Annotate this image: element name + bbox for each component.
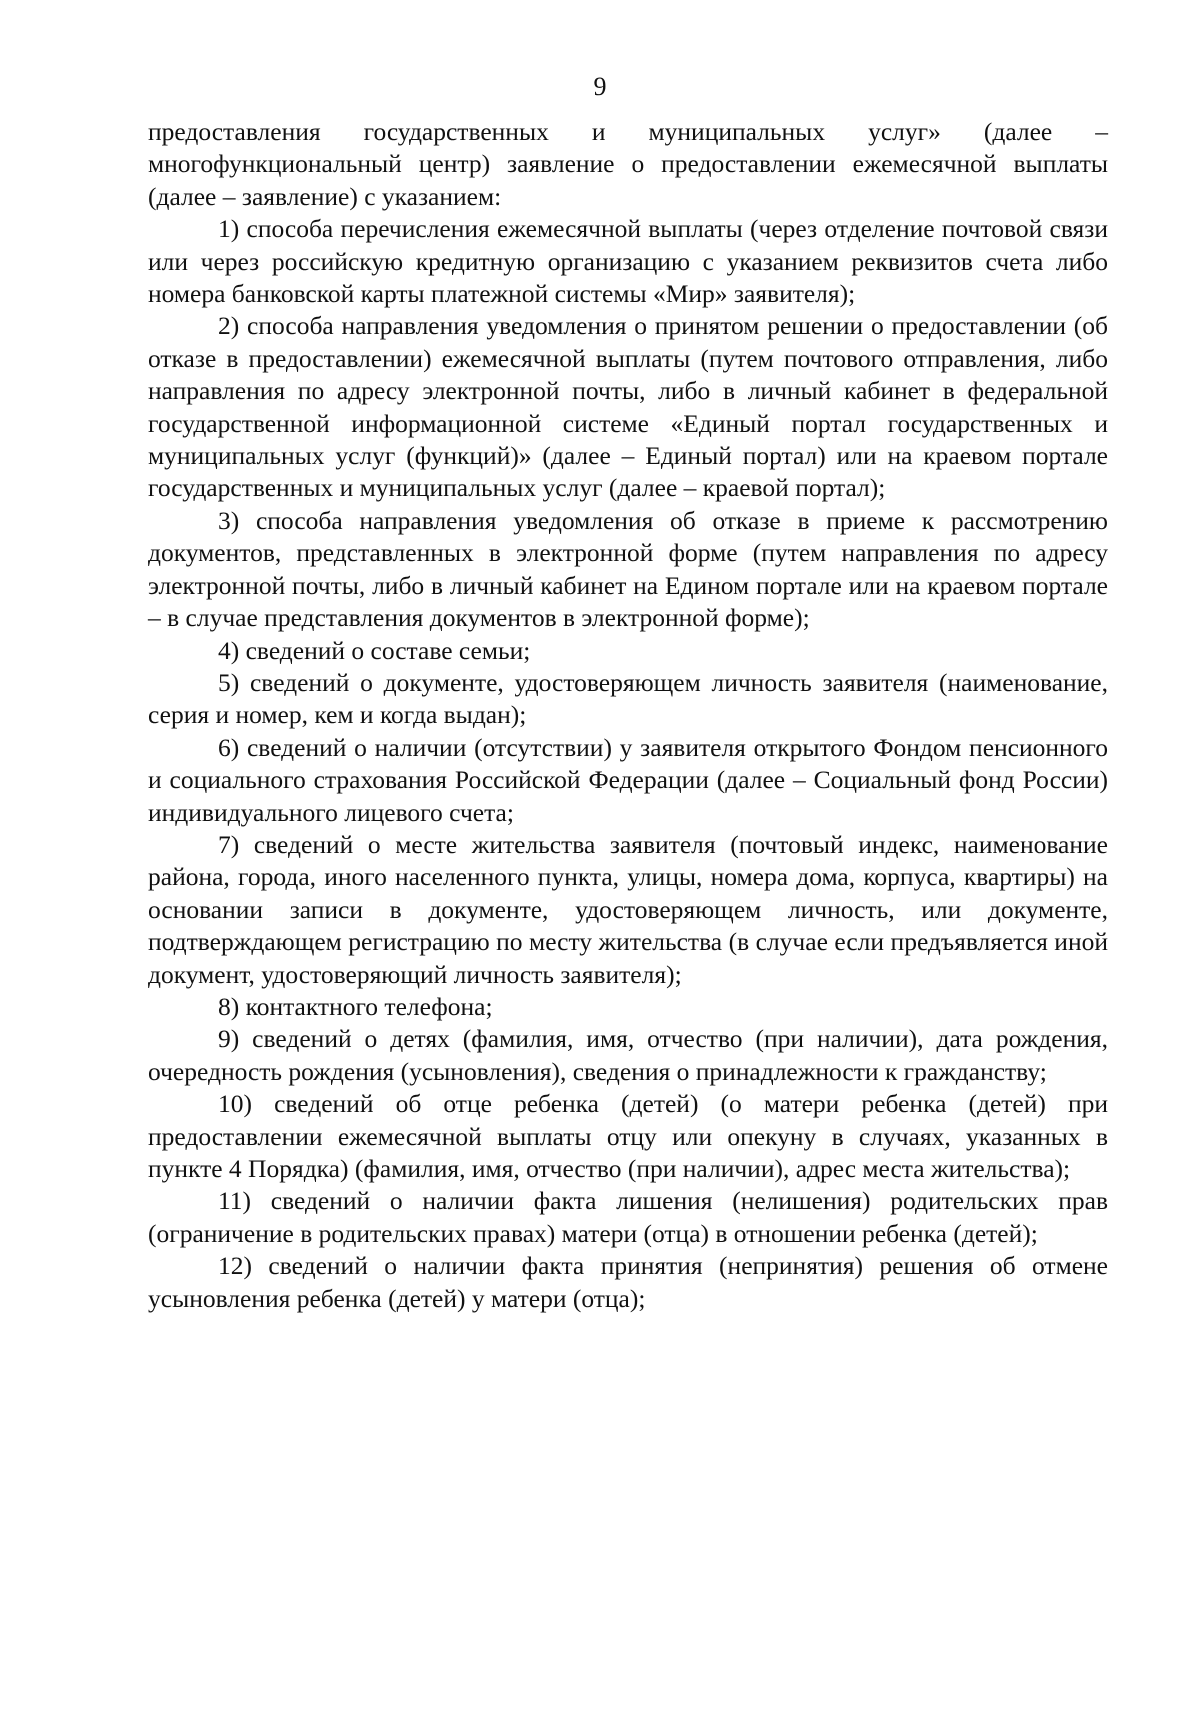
list-item-paragraph: 6) сведений о наличии (отсутствии) у заявителя открытого Фондом пенсионного и социального страхования Российской Федерации (далее – Социальный фонд России) индивидуального лицевого счета;	[148, 732, 1108, 827]
paragraph-continuation: предоставления государственных и муниципальных услуг» (далее – многофункциональный центр) заявление о предоставлении ежемесячной выплаты (далее – заявление) с указанием:	[148, 117, 1108, 211]
list-item-paragraph: 7) сведений о месте жительства заявителя (почтовый индекс, наименование района, города, иного населенного пункта, улицы, номера дома, корпуса, квартиры) на основании записи в документе, удостоверяющем личность, или документе, подтверждающем регистрацию по месту жительства (в случае если предъявляется иной документ, удостоверяющий личность заявителя);	[148, 829, 1108, 989]
list-item-paragraph: 3) способа направления уведомления об отказе в приеме к рассмотрению документов, представленных в электронной форме (путем направления по адресу электронной почты, либо в личный кабинет на Едином портале или на краевом портале – в случае представления документов в электронной форме);	[148, 505, 1108, 633]
list-item-paragraph: 12) сведений о наличии факта принятия (непринятия) решения об отмене усыновления ребенка (детей) у матери (отца);	[148, 1251, 1108, 1313]
list-item-paragraph: 11) сведений о наличии факта лишения (нелишения) родительских прав (ограничение в родительских правах) матери (отца) в отношении ребенка (детей);	[148, 1186, 1108, 1248]
list-item-paragraph: 10) сведений об отце ребенка (детей) (о матери ребенка (детей) при предоставлении ежемесячной выплаты отцу или опекуну в случаях, указанных в пункте 4 Порядка) (фамилия, имя, отчество (при наличии), адрес места жительства);	[148, 1089, 1108, 1183]
list-item-paragraph: 2) способа направления уведомления о принятом решении о предоставлении (об отказе в предоставлении) ежемесячной выплаты (путем почтового отправления, либо направления по адресу электронной почты, либо в личный кабинет в федеральной государственной информационной системе «Единый портал государственных и муниципальных услуг (функций)» (далее – Единый портал) или на краевом портале государственных и муниципальных услуг (далее – краевой портал);	[148, 311, 1108, 503]
list-item-paragraph: 5) сведений о документе, удостоверяющем личность заявителя (наименование, серия и номер, кем и когда выдан);	[148, 667, 1108, 730]
list-item-paragraph: 4) сведений о составе семьи;	[218, 635, 531, 665]
list-item-paragraph: 8) контактного телефона;	[218, 991, 493, 1021]
list-item-paragraph: 9) сведений о детях (фамилия, имя, отчество (при наличии), дата рождения, очередность рождения (усыновления), сведения о принадлежности к гражданству;	[148, 1024, 1108, 1086]
list-item-paragraph: 1) способа перечисления ежемесячной выплаты (через отделение почтовой связи или через российскую кредитную организацию с указанием реквизитов счета либо номера банковской карты платежной системы «Мир» заявителя);	[148, 214, 1108, 309]
page-number: 9	[593, 72, 607, 101]
document-body	[148, 116, 1108, 1315]
